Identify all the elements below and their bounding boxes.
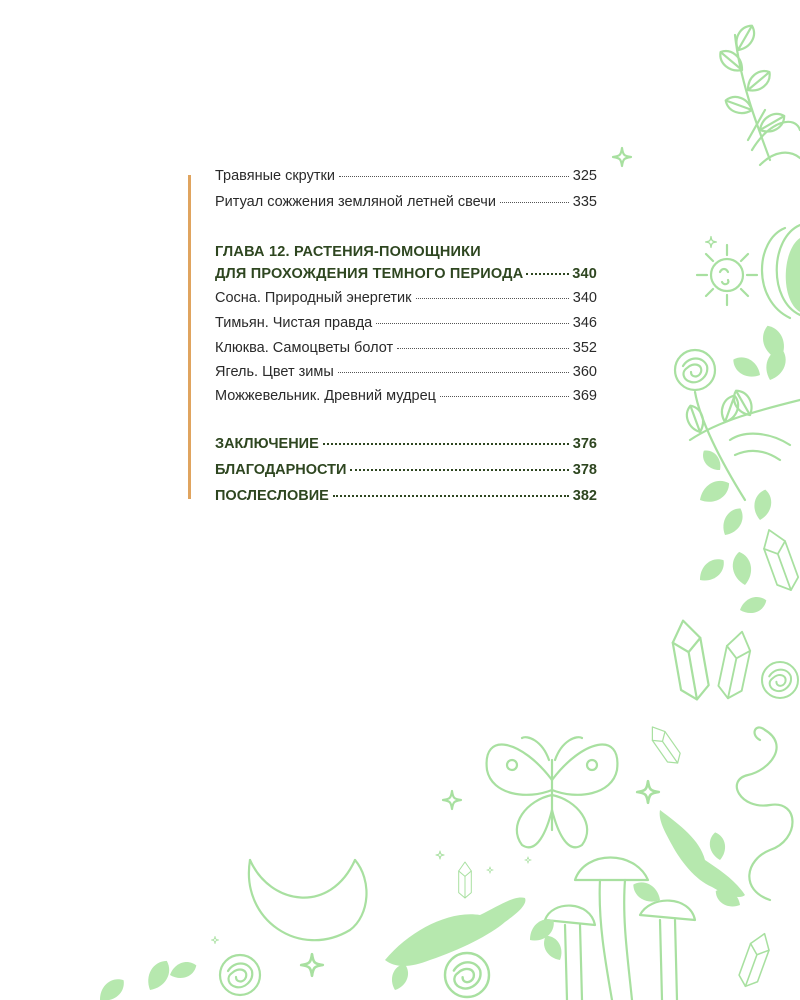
toc-section-title: ПОСЛЕСЛОВИЕ [215,488,329,504]
toc-section-page: 382 [572,488,597,504]
mushroom-icon [545,858,695,1000]
leaf-branch-icon [716,22,788,160]
snake-icon [737,727,793,900]
toc-entry-title: Травяные скрутки [215,168,335,184]
toc-entry-title: Ягель. Цвет зимы [215,364,334,380]
toc-entry-page: 346 [572,315,597,331]
crystal-icon [646,723,684,768]
toc-section-page: 376 [572,436,597,452]
chapter-heading-line1[interactable]: ГЛАВА 12. РАСТЕНИЯ-ПОМОЩНИКИ [215,244,481,260]
toc-section-title: ЗАКЛЮЧЕНИЕ [215,436,319,452]
toc-entry-page: 369 [572,388,597,404]
toc-entry-title: Сосна. Природный энергетик [215,290,412,306]
rose-icon [220,955,260,995]
toc-section-page: 378 [572,462,597,478]
toc-entry-page: 340 [572,290,597,306]
chapter-page: 340 [572,266,597,282]
butterfly-icon [487,737,618,847]
sparkle-icon [443,791,461,809]
sun-icon [301,954,323,976]
crystal-icon [759,526,800,594]
toc-entry-title: Клюква. Самоцветы болот [215,340,394,356]
sparkle-icon [613,148,631,166]
rose-icon [445,953,489,997]
chapter-heading-text: ДЛЯ ПРОХОЖДЕНИЯ ТЕМНОГО ПЕРИОДА [215,266,524,282]
toc-entry-page: 352 [572,340,597,356]
crystal-icon [716,629,753,700]
rose-icon [762,662,798,698]
moon-icon [786,238,800,312]
sparkle-icon [637,781,659,803]
toc-entry-title: Тимьян. Чистая правда [215,315,373,331]
toc-entry-title: Можжевельник. Древний мудрец [215,388,436,404]
leaf-branch-icon [95,322,790,1000]
toc-entry-title: Ритуал сожжения земляной летней свечи [215,194,496,210]
crystal-icon [736,930,774,989]
sparkle-icon [706,237,717,248]
toc-entry-page: 335 [572,194,597,210]
toc-entry-page: 360 [572,364,597,380]
sun-icon [697,245,757,305]
rose-icon [675,350,715,390]
toc-entry-page: 325 [572,168,597,184]
toc-section-title: БЛАГОДАРНОСТИ [215,462,347,478]
moon-icon [249,860,367,940]
crystal-icon [459,862,472,898]
hand-icon [730,434,790,460]
crystal-icon [669,618,710,702]
